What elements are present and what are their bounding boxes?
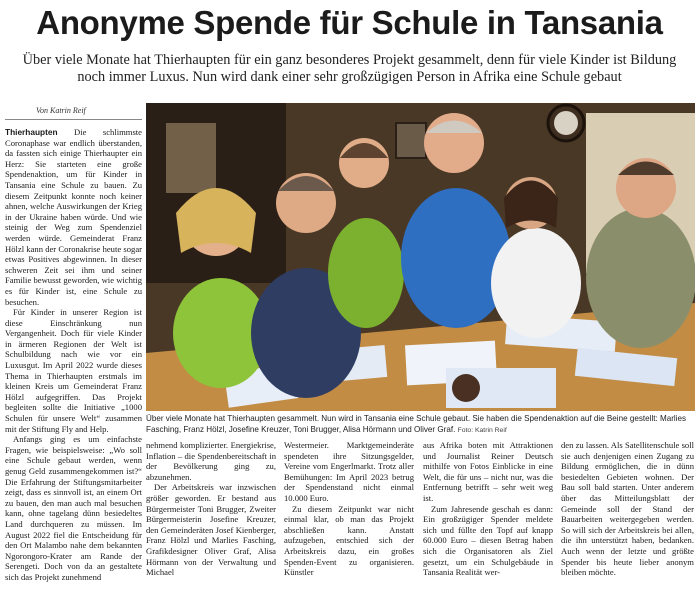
- caption-text: Über viele Monate hat Thierhaupten gesammelt. Nun wird in Tansania eine Schule gebaut. Sie haben die Spendenaktion auf die Beine gestellt: Marlies Fasching, Franz Hölzl, Josefine Kreuzer, Toni Brugger, Alisa Hörmann und Oliver Graf.: [146, 414, 687, 434]
- subhead: Über viele Monate hat Thierhaupten für ein ganz besonderes Projekt gesammelt, denn für viele Kinder ist Bildung noch immer Luxus. Nun wird dank einer sehr großzügigen Person in Afrika eine Schule gebaut: [22, 52, 677, 85]
- article-column-3: [284, 440, 414, 598]
- paragraph: Für Kinder in unserer Region ist diese Einschränkung nun Vergangenheit. Doch für viele Kinder in ärmeren Regionen der Welt ist Schulbildung nach wie vor ein Luxusgut. Im April 2022 wurde dieses Thema in Thierhaupten erstmals im kleinen Kreis um Gemeinderat Franz Hölzl aufgegriffen. Das Projekt begleiten sollte die Initiative „1000 Schulen für unsere Welt“ zusammen mit der Stiftung Fly and Help.: [5, 307, 142, 434]
- byline: Von Katrin Reif: [36, 106, 86, 115]
- paragraph: Der Arbeitskreis war inzwischen größer geworden. Er bestand aus Bürgermeister Toni Brugger, Zweiter Bürgermeisterin Josefine Kreuzer, den Gemeinderäten Josef Kienberger, Franz Hölzl und Marlies Fasching, Grafikdesigner Oliver Graf, Alisa Hörmann von der Verwaltung und Michael: [146, 482, 276, 578]
- paragraph: [5, 127, 142, 307]
- byline-divider: [5, 119, 142, 120]
- article-column-4: [423, 440, 553, 598]
- paragraph: nehmend komplizierter. Energiekrise, Inflation – die Spendenbereitschaft in der Bevölkerung ging zu, abzunehmen.: [146, 440, 276, 482]
- article-column-5: [561, 440, 694, 598]
- paragraph: Zu diesem Zeitpunkt war nicht einmal klar, ob man das Projekt abschließen kann. Anstatt aufzugeben, entschied sich der Arbeitskreis dazu, ein großes Spenden-Event zu organisieren. Künstler: [284, 503, 414, 578]
- paragraph: Anfangs ging es um einfachste Fragen, wie beispielsweise: „Wo soll eine Schule gebaut werden, wenn genug Geld zusammengekommen ist?“ Die Erfahrung der Stiftungsmitarbeiter zeigt, dass es sinnvoll ist, an einem Ort zu bauen, den man auch mal besuchen kann, ohne tagelang dünn besiedeltes Land durchqueren zu müssen. Im August 2022 fiel die Entscheidung für den Ort Malambo nahe dem bekannten Ngorongoro-Krater am Rande der Serengeti. Doch von da an gestaltete sich das Projekt zunehmend: [5, 434, 142, 582]
- photo-credit: Foto: Katrin Reif: [457, 426, 507, 434]
- dateline: Thierhaupten: [5, 127, 58, 137]
- paragraph: Zum Jahresende geschah es dann: Ein großzügiger Spender meldete sich und füllte den Topf auf knapp 60.000 Euro – diesen Betrag haben sich die Organisatoren als Ziel gesetzt, um ein Schulgebäude in Tansania Realität wer-: [423, 503, 553, 578]
- group-photo-illustration: [146, 103, 695, 411]
- photo-caption: [146, 414, 695, 437]
- article-column-1: [5, 127, 142, 597]
- paragraph-text: Die schlimmste Coronaphase war endlich überstanden, da fassten sich einige Thierhaupter ein Herz: Sie starteten eine große Spendenaktion, um für Kinder in Tansania eine Schule zu bauen. Zu diesem Zeitpunkt konnte noch keiner ahnen, welche Auswirkungen der Krieg in der Ukraine haben würde. Und wie steinig der Weg zum Spendenziel werden würde. Gemeinderat Franz Hölzl kann der Coronakrise heute sogar etwas Positives abgewinnen. In dieser schweren Zeit sei ihm und seiner Familie bewusst geworden, wie wichtig es für Kinder ist, eine Schule zu besuchen.: [5, 127, 142, 307]
- paragraph: aus Afrika boten mit Attraktionen und Journalist Reiner Deutsch mithilfe von Fotos Einblicke in eine Welt, die für uns – nicht nur, was die Entfernung betrifft – sehr weit weg ist.: [423, 440, 553, 503]
- paragraph: Westermeier. Marktgemeinderäte spendeten ihre Sitzungsgelder, Vereine vom Engerlmarkt. Trotz aller Bemühungen: Im April 2023 betrug der Spendenstand nicht einmal 10.000 Euro.: [284, 440, 414, 503]
- article-column-2: [146, 440, 276, 598]
- headline: Anonyme Spende für Schule in Tansania: [36, 4, 663, 41]
- paragraph: den zu lassen. Als Satellitenschule soll sie auch denjenigen einen Zugang zu Bildung ermöglichen, die in dünn besiedelten Gebieten wohnen. Der Bau soll bald starten. Unter anderem über das Mitteilungsblatt der Gemeinde soll der Stand der Bauarbeiten weitergegeben werden. So will sich der Arbeitskreis bei allen, die ihn unterstützt haben, bedanken. Auch wenn der letzte und größte Spender bis heute lieber anonym bleiben möchte.: [561, 440, 694, 578]
- article-photo: [146, 103, 695, 411]
